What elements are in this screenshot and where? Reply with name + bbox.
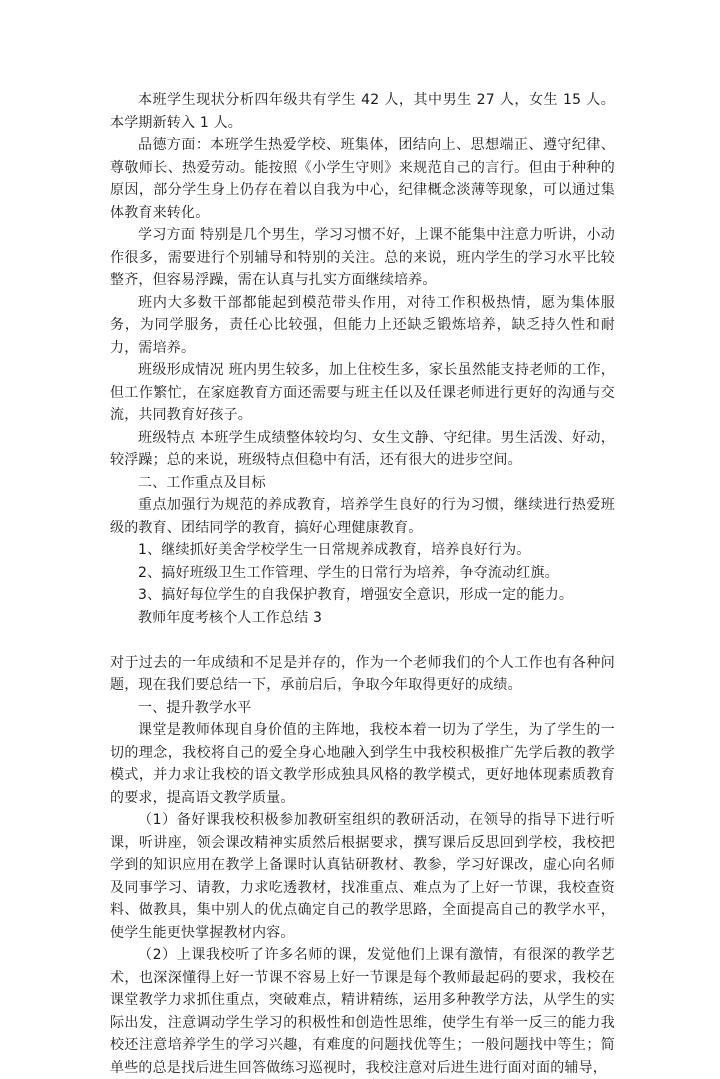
paragraph-intro: 对于过去的一年成绩和不足是并存的，作为一个老师我们的个人工作也有各种问题，现在我们要总结一下，承前启后，争取今年取得更好的成绩。	[110, 654, 615, 693]
paragraph-study: 学习方面 特别是几个男生，学习习惯不好，上课不能集中注意力听讲，小动作很多，需要进行个别辅导和特别的关注。总的来说，班内学生的学习水平比较整齐，但容易浮躁，需在认真与扎实方面继续培养。	[110, 227, 615, 288]
heading-summary-3: 教师年度考核个人工作总结 3	[138, 609, 323, 626]
paragraph-teaching: （2）上课我校听了许多名师的课，发觉他们上课有激情，有很深的教学艺术，也深深懂得上好一节课不容易上好一节课是每个教师最起码的要求，我校在课堂教学力求抓住重点，突破难点，精讲精练，运用多种教学方法，从学生的实际出发，注意调动学生学习的积极性和创造性思维，使学生有举一反三的能力我校还注意培养学生的学习兴趣，有难度的问题找优等生；一般问题找中等生；简单些的总是找后进生回答做练习巡视时，我校注意对后进生进行面对面的辅导，	[110, 947, 615, 1076]
paragraph-class-features: 班级特点 本班学生成绩整体较均匀、女生文静、守纪律。男生活泼、好动，较浮躁；总的来说，班级特点但稳中有活，还有很大的进步空间。	[110, 429, 615, 468]
paragraph-focus: 重点加强行为规范的养成教育，培养学生良好的行为习惯，继续进行热爱班级的教育、团结同学的教育，搞好心理健康教育。	[110, 497, 615, 536]
heading-work-focus: 二、工作重点及目标	[138, 474, 266, 491]
paragraph-lesson-prep: （1）备好课我校积极参加教研室组织的教研活动，在领导的指导下进行听课，听讲座，领会课改精神实质然后根据要求，撰写课后反思回到学校，我校把学到的知识应用在教学上备课时认真钻研教材、教参，学习好课改，虚心向名师及同事学习、请教，力求吃透教材，找准重点、难点为了上好一节课，我校查资料、做教具，集中别人的优点确定自己的教学思路，全面提高自己的教学水平，使学生能更快掌握教材内容。	[110, 812, 615, 941]
paragraph-cadres: 班内大多数干部都能起到模范带头作用，对待工作积极热情，愿为集体服务，为同学服务，责任心比较强，但能力上还缺乏锻炼培养，缺乏持久性和耐力，需培养。	[110, 294, 615, 356]
document-page	[110, 89, 615, 1079]
list-item-2: 2、搞好班级卫生工作管理、学生的日常行为培养，争夺流动红旗。	[138, 564, 559, 581]
heading-improve-teaching: 一、提升教学水平	[138, 699, 252, 716]
paragraph-class-formation: 班级形成情况 班内男生较多，加上住校生多，家长虽然能支持老师的工作，但工作繁忙，在家庭教育方面还需要与班主任以及任课老师进行更好的沟通与交流，共同教育好孩子。	[110, 362, 615, 423]
paragraph-moral: 品德方面：本班学生热爱学校、班集体，团结向上、思想端正、遵守纪律、尊敬师长、热爱劳动。能按照《小学生守则》来规范自己的言行。但由于种种的原因，部分学生身上仍存在着以自我为中心，纪律概念淡薄等现象，可以通过集体教育来转化。	[110, 137, 615, 221]
list-item-1: 1、继续抓好美舍学校学生一日常规养成教育，培养良好行为。	[138, 542, 531, 558]
paragraph-classroom: 课堂是教师体现自身价值的主阵地，我校本着一切为了学生，为了学生的一切的理念，我校将自己的爱全身心地融入到学生中我校积极推广先学后教的教学模式，并力求让我校的语文教学形成独具风格的教学模式，更好地体现素质教育的要求，提高语文教学质量。	[110, 722, 615, 806]
list-item-3: 3、搞好每位学生的自我保护教育，增强安全意识，形成一定的能力。	[138, 587, 574, 603]
paragraph-class-overview: 本班学生现状分析四年级共有学生 42 人，其中男生 27 人，女生 15 人。本学期新转入 1 人。	[110, 92, 615, 131]
blank-line	[110, 629, 615, 652]
